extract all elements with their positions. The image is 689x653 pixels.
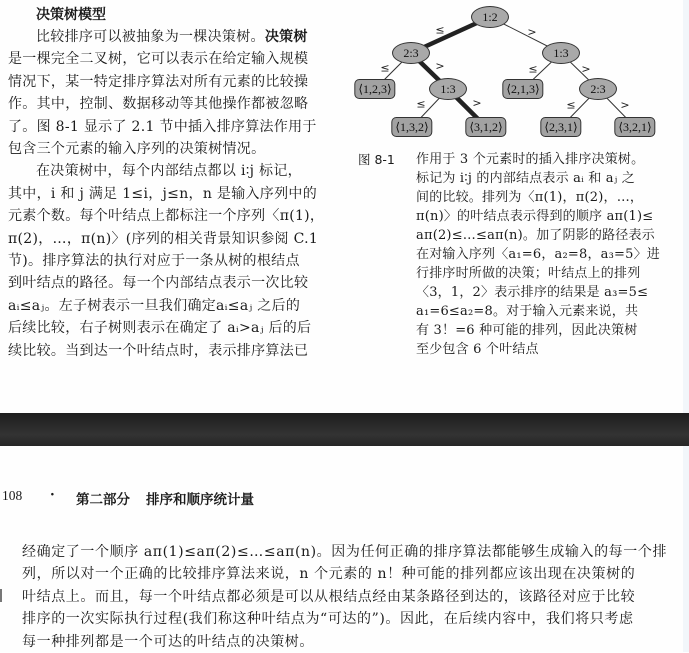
figure-number: 图 8-1	[358, 152, 395, 167]
text-line: 包含三个元素的输入序列的决策树情况。	[8, 141, 266, 158]
paragraph-decision-tree-detail	[8, 160, 340, 362]
text-line: 情况下，某一特定排序算法对所有元素的比较操	[8, 73, 309, 90]
paragraph-decision-tree-intro	[8, 26, 340, 160]
tree-leaf: ⟨3,2,1⟩	[614, 117, 655, 137]
tree-leaf: ⟨1,2,3⟩	[354, 79, 395, 99]
text-line: 作。其中，控制、数据移动等其他操作都被忽略	[8, 96, 309, 113]
section-title: 决策树模型	[36, 7, 106, 23]
text-line: 元素个数。每个叶结点上都标注一个序列〈π(1)，	[8, 208, 325, 225]
tree-node-internal: 2:3	[392, 42, 430, 64]
tree-leaf: ⟨2,1,3⟩	[502, 79, 543, 99]
tree-leaf: ⟨2,3,1⟩	[540, 117, 581, 137]
text-line: 列，所以对一个正确的比较排序算法来说，n 个元素的 n！种可能的排列都应该出现在决策树的	[22, 566, 636, 583]
page-number: 108	[2, 488, 23, 503]
edge-label-le: ≤	[566, 98, 576, 112]
tree-leaf: ⟨1,3,2⟩	[391, 117, 432, 137]
margin-mark	[0, 589, 2, 602]
bold-term: 决策树	[264, 29, 308, 45]
tree-node-internal: 1:3	[542, 42, 580, 64]
caption-line: aπ(2)≤…≤aπ(n)。加了阴影的路径表示	[416, 228, 655, 243]
edge-label-gt: >	[472, 96, 482, 110]
caption-line: a₁=6≤a₂=8。对于输入元素来说，共	[416, 304, 639, 319]
tree-node-internal: 1:3	[429, 78, 467, 100]
caption-line: 作用于 3 个元素时的插入排序决策树。	[416, 152, 645, 167]
page-separator-band	[0, 413, 689, 446]
text-line: 在决策树中，每个内部结点都以 i∶j 标记，	[36, 163, 302, 180]
edge-label-gt: >	[581, 62, 591, 76]
text-line: 了。图 8-1 显示了 2.1 节中插入排序算法作用于	[8, 118, 317, 135]
text-line: 是一棵完全二叉树，它可以表示在给定输入规模	[8, 51, 309, 68]
text-line: 经确定了一个顺序 aπ(1)≤aπ(2)≤…≤aπ(n)。因为任何正确的排序算法都能够生成输入的每一个排	[22, 544, 668, 560]
tree-node-internal: 2:3	[579, 78, 617, 100]
paragraph-continuation	[22, 541, 682, 653]
left-column	[8, 4, 340, 362]
edge-label-gt: >	[620, 98, 630, 112]
edge-label-gt: >	[527, 25, 537, 39]
edge-label-le: ≤	[380, 61, 390, 75]
caption-line: π(n)〉的叶结点表示得到的顺序 aπ(1)≤	[416, 209, 654, 224]
caption-line: 〈3，1，2〉表示排序的结果是 a₃=5≤	[416, 285, 649, 300]
text-line: 节)。排序算法的执行对应于一条从树的根结点	[8, 253, 300, 270]
caption-body	[416, 150, 688, 359]
caption-line: 在对输入序列〈a₁=6，a₂=8，a₃=5〉进	[416, 247, 660, 262]
part-title: 第二部分 排序和顺序统计量	[76, 492, 254, 508]
edge-label-gt: >	[435, 59, 445, 73]
text-line: 其中，i 和 j 满足 1≤i，j≤n，n 是输入序列中的	[8, 185, 317, 202]
caption-line: 有 3！=6 种可能的排列，因此决策树	[416, 323, 638, 338]
page-edge-strip	[683, 446, 689, 652]
tree-leaf: ⟨3,1,2⟩	[465, 117, 506, 137]
header-bullet: ·	[50, 487, 55, 503]
caption-line: 标记为 i∶j 的内部结点表示 aᵢ 和 aⱼ 之	[416, 171, 635, 186]
bottom-body-text	[22, 541, 682, 653]
text-line: 排序的一次实际执行过程(我们称这种叶结点为“可达的”)。因此，在后续内容中，我们将只考虑	[22, 611, 634, 628]
text-line: π(2)，…，π(n)〉(序列的相关背景知识参阅 C.1	[8, 230, 319, 247]
tree-node-root: 1:2	[471, 6, 509, 28]
edge-label-le: ≤	[416, 97, 426, 111]
caption-line: 行排序时所做的决策；叶结点上的排列	[416, 266, 641, 281]
caption-line: 至少包含 6 个叶结点	[416, 342, 539, 357]
text-line: aᵢ≤aⱼ。左子树表示一旦我们确定aᵢ≤aⱼ 之后的	[8, 297, 301, 314]
edge-label-le: ≤	[435, 23, 445, 37]
edge-label-le: ≤	[528, 62, 538, 76]
text-line: 每一种排列都是一个可达的叶结点的决策树。	[22, 633, 314, 650]
caption-line: 间的比较。排列为〈π(1)，π(2)，…，	[416, 190, 644, 205]
text-line: 比较排序可以被抽象为一棵决策树。决策树	[36, 29, 308, 45]
text-line: 叶结点上。而且，每一个叶结点都必须是可以从根结点经由某条路径到达的，该路径对应于比较	[22, 588, 636, 605]
text-line: 到叶结点的路径。每一个内部结点表示一次比较	[8, 275, 309, 292]
decision-tree-figure	[350, 0, 683, 145]
text-line: 续比较。当到达一个叶结点时，表示排序算法已	[8, 342, 309, 359]
text-line: 后续比较，右子树则表示在确定了 aᵢ>aⱼ 后的后	[8, 320, 312, 337]
